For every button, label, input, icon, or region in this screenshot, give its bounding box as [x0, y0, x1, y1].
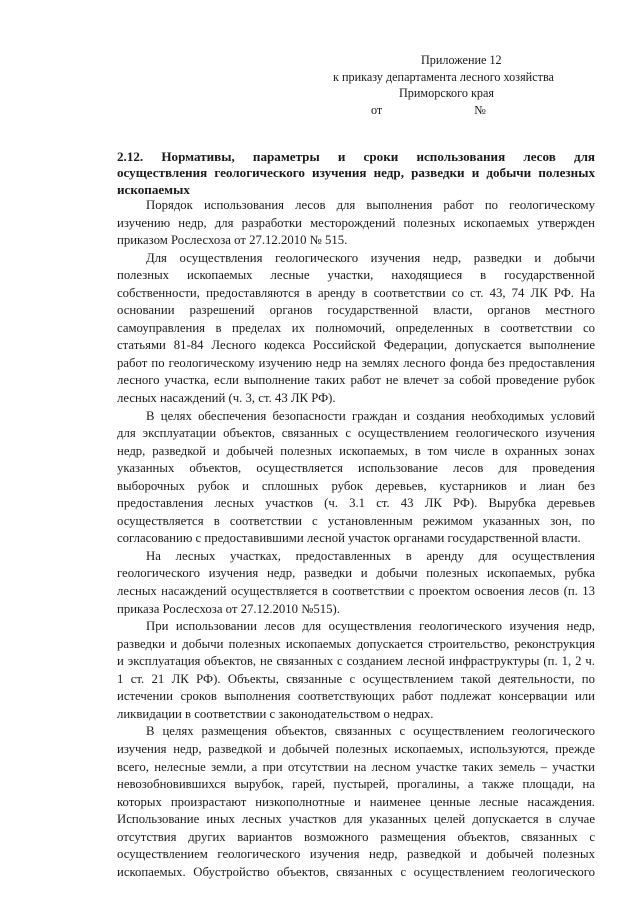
- text-line: лесных насаждений (ч. 3, ст. 43 ЛК РФ).: [117, 391, 336, 406]
- section-title-line: осуществления геологического изучения недр, разведки и добычи полезных: [117, 165, 595, 181]
- text-line: полезных ископаемых лесные участки, находящиеся в государственной: [117, 268, 595, 283]
- appendix-header: [333, 52, 613, 118]
- text-line: лесного участка, если выполнение таких работ не влечет за собой проведение рубок: [117, 373, 595, 388]
- text-line: В целях размещения объектов, связанных с осуществлением геологического: [146, 724, 595, 739]
- text-line: изучению недр, для разработки месторождений полезных ископаемых утвержден: [117, 215, 595, 230]
- text-line: Для осуществления геологического изучения недр, разведки и добычи: [146, 250, 595, 265]
- text-line: приказом Рослесхоза от 27.12.2010 № 515.: [117, 233, 348, 248]
- text-line: разведки и добычи полезных ископаемых допускается строительство, реконструкция: [117, 636, 595, 651]
- text-line: для эксплуатации объектов, связанных с осуществлением геологического изучения: [117, 426, 595, 441]
- text-line: статьями 81-84 Лесного кодекса Российской Федерации, допускается выполнение: [117, 338, 595, 353]
- date-number-line: [333, 102, 613, 119]
- section-title-line: ископаемых: [117, 181, 190, 197]
- text-line: собственности, предоставляются в аренду в соответствии со ст. 43, 74 ЛК РФ. На: [117, 285, 595, 300]
- order-reference: к приказу департамента лесного хозяйства: [333, 69, 554, 84]
- text-line: выборочных рубок и сплошных рубок деревьев, кустарников и лиан без: [117, 478, 595, 493]
- text-line: недр, разведкой и добычей полезных ископаемых, в том числе в охранных зонах: [117, 443, 595, 458]
- text-line: согласованию с предоставившими лесной участок органами государственной власти.: [117, 531, 581, 546]
- text-line: приказа Рослесхоза от 27.12.2010 №515).: [117, 601, 340, 616]
- text-line: истечении сроков выполнения соответствующих работ подлежат консервации или: [117, 689, 595, 704]
- text-line: невозобновившихся вырубок, гарей, пустырей, прогалины, а также площади, на: [117, 777, 595, 792]
- text-line: осуществляется в соответствии с установленным режимом указанных зон, по: [117, 513, 595, 528]
- text-line: указанных объектов, осуществляется использование лесов для проведения: [117, 461, 595, 476]
- text-line: 1 ст. 21 ЛК РФ). Объекты, связанные с осуществлением такой деятельности, по: [117, 671, 595, 686]
- text-line: ископаемых. Обустройство объектов, связанных с осуществлением геологического: [117, 864, 595, 879]
- appendix-number: Приложение 12: [421, 53, 502, 67]
- text-line: Порядок использования лесов для выполнения работ по геологическому: [146, 198, 595, 212]
- section-title-line: 2.12. Нормативы, параметры и сроки использования лесов для: [117, 149, 595, 164]
- text-line: В целях обеспечения безопасности граждан и создания необходимых условий: [146, 408, 595, 423]
- text-line: всего, нелесные земли, а при отсутствии на лесном участке таких земель – участки: [117, 759, 595, 774]
- text-line: геологического изучения недр, разведки и добычи полезных ископаемых, рубка: [117, 566, 595, 581]
- region-name: Приморского края: [399, 86, 494, 100]
- number-label: №: [474, 102, 486, 117]
- text-line: основании разрешений органов государственной власти, органов местного: [117, 303, 595, 318]
- text-line: лесных насаждений осуществляется в соответствии с проектом освоения лесов (п. 13: [117, 584, 595, 599]
- body-text: [117, 197, 595, 881]
- text-line: Использование иных лесных участков для указанных целей допускается в случае: [117, 812, 595, 827]
- text-line: При использовании лесов для осуществления геологического изучения недр,: [146, 619, 595, 634]
- text-line: которых произрастают низкополнотные и наименее ценные лесные насаждения.: [117, 794, 595, 809]
- text-line: предоставления лесных участков (ч. 3.1 ст. 43 ЛК РФ). Вырубка деревьев: [117, 496, 595, 511]
- section-title: [117, 149, 595, 198]
- text-line: На лесных участках, предоставленных в аренду для осуществления: [146, 548, 595, 563]
- text-line: самоуправления в пределах их полномочий, определенных в соответствии со: [117, 320, 595, 335]
- text-line: работ по геологическому изучению недр на землях лесного фонда без предоставления: [117, 355, 595, 370]
- text-line: и эксплуатация объектов, не связанных с созданием лесной инфраструктуры (п. 1, 2 ч.: [117, 654, 595, 669]
- text-line: отсутствия других вариантов возможного размещения объектов, связанных с: [117, 829, 595, 844]
- text-line: ликвидации в соответствии с законодательством о недрах.: [117, 706, 434, 721]
- text-line: осуществлением геологического изучения недр, разведкой и добычей полезных: [117, 847, 595, 862]
- text-line: изучения недр, разведкой и добычей полезных ископаемых, используются, прежде: [117, 741, 595, 756]
- from-label: от: [371, 102, 383, 117]
